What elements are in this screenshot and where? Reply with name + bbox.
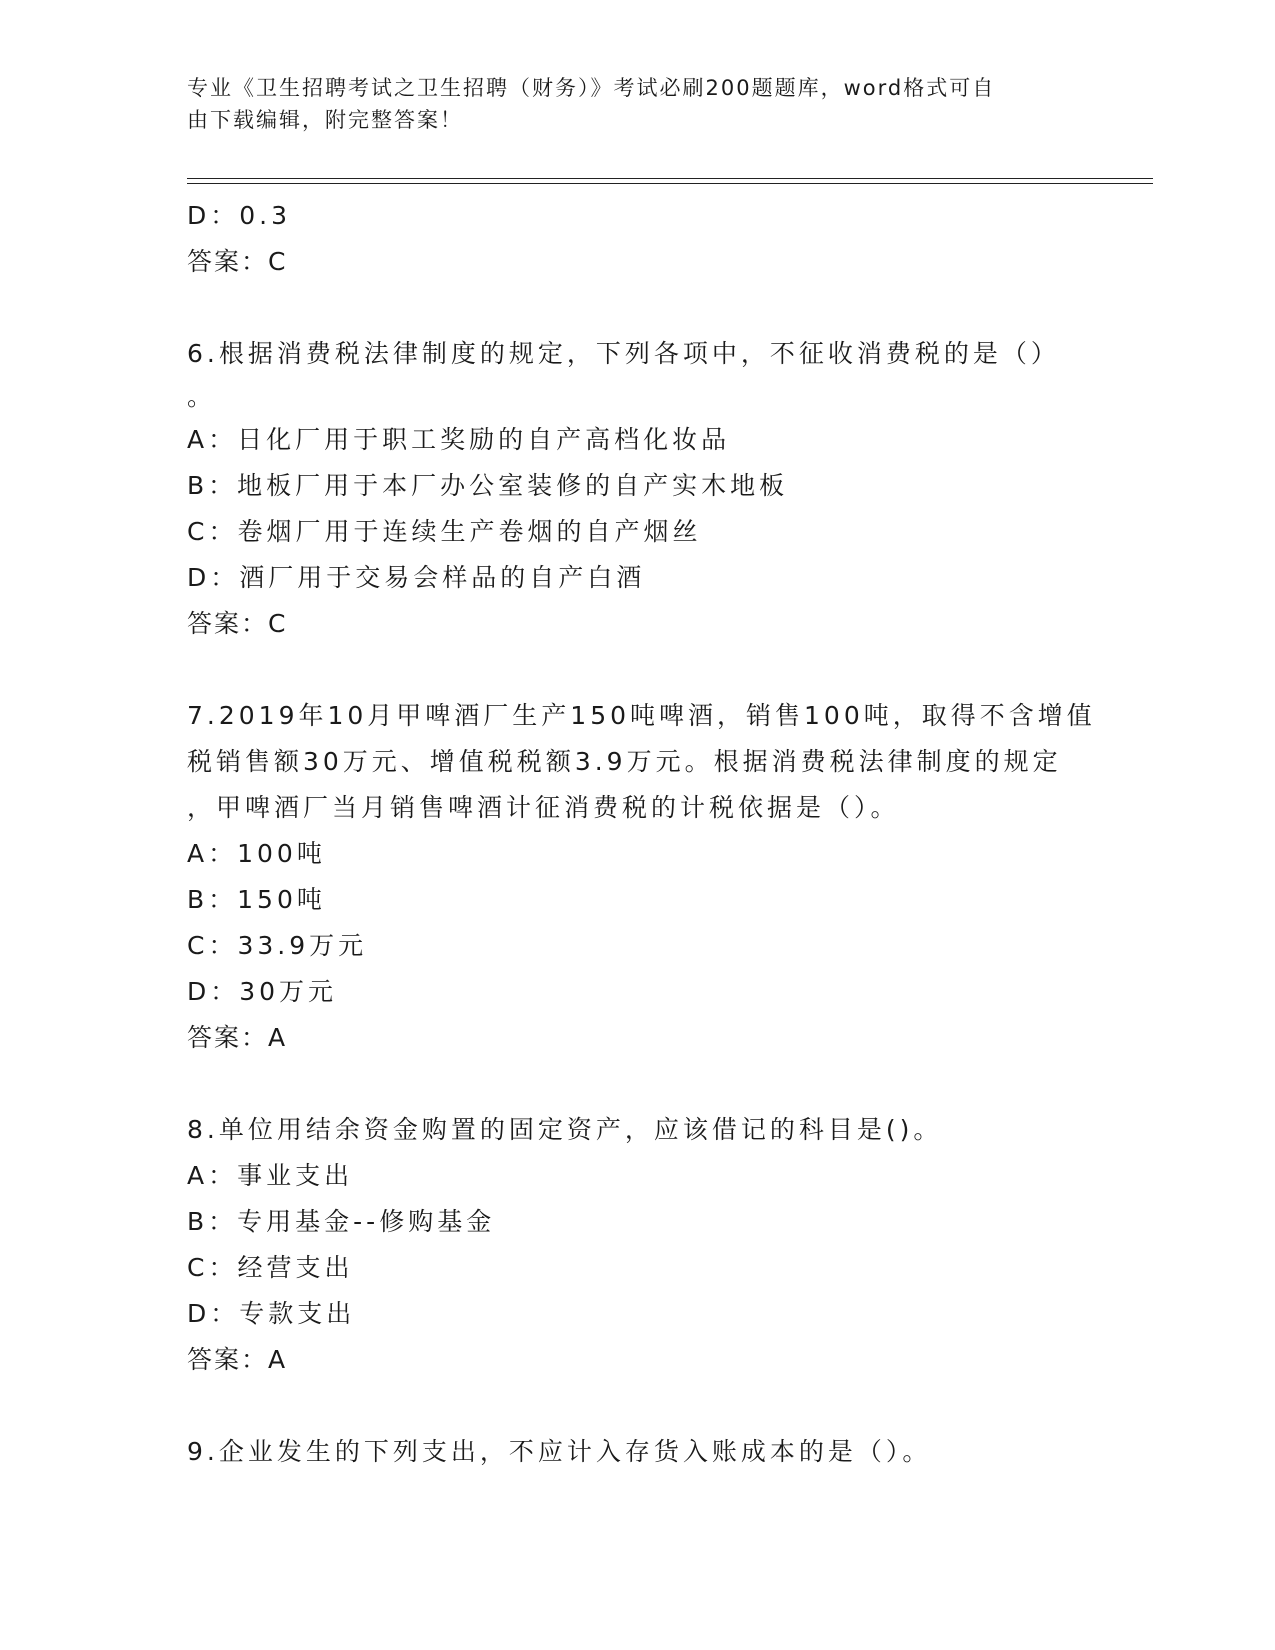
question-6 — [187, 331, 1087, 647]
q5-answer: 答案：C — [187, 247, 288, 276]
q7-option-b: B：150吨 — [187, 885, 326, 914]
question-9 — [187, 1429, 1087, 1475]
q8-option-a: A：事业支出 — [187, 1161, 354, 1190]
header-divider-top — [187, 178, 1153, 179]
q7-stem-line-2: 税销售额30万元、增值税税额3.9万元。根据消费税法律制度的规定 — [187, 747, 1062, 776]
q6-option-d: D：酒厂用于交易会样品的自产白酒 — [187, 563, 646, 592]
document-header — [187, 72, 1087, 136]
q6-option-a: A：日化厂用于职工奖励的自产高档化妆品 — [187, 425, 731, 454]
spacer — [187, 285, 1087, 331]
q6-option-c: C：卷烟厂用于连续生产卷烟的自产烟丝 — [187, 517, 702, 546]
question-8 — [187, 1107, 1087, 1383]
q8-stem-line-1: 8.单位用结余资金购置的固定资产，应该借记的科目是()。 — [187, 1115, 943, 1144]
q8-answer: 答案：A — [187, 1345, 288, 1374]
q6-stem-line-2: 。 — [187, 382, 217, 411]
q7-option-a: A：100吨 — [187, 839, 326, 868]
q8-option-d: D：专款支出 — [187, 1299, 356, 1328]
spacer — [187, 647, 1087, 693]
q7-option-c: C：33.9万元 — [187, 931, 368, 960]
q7-stem-line-3: ，甲啤酒厂当月销售啤酒计征消费税的计税依据是（）。 — [187, 793, 900, 822]
q7-option-d: D：30万元 — [187, 977, 338, 1006]
question-5-tail — [187, 193, 1087, 285]
q6-stem-line-1: 6.根据消费税法律制度的规定，下列各项中，不征收消费税的是（） — [187, 339, 1060, 368]
q6-answer: 答案：C — [187, 609, 288, 638]
q8-option-c: C：经营支出 — [187, 1253, 354, 1282]
q8-option-b: B：专用基金--修购基金 — [187, 1207, 496, 1236]
q7-stem-line-1: 7.2019年10月甲啤酒厂生产150吨啤酒，销售100吨，取得不含增值 — [187, 701, 1096, 730]
spacer — [187, 1061, 1087, 1107]
q5-option-d: D：0.3 — [187, 201, 292, 230]
q7-answer: 答案：A — [187, 1023, 288, 1052]
q9-stem-line-1: 9.企业发生的下列支出，不应计入存货入账成本的是（）。 — [187, 1437, 932, 1466]
header-divider-bottom — [187, 183, 1153, 184]
header-line-1: 专业《卫生招聘考试之卫生招聘（财务）》考试必刷200题题库，word格式可自 — [187, 76, 996, 100]
header-line-2: 由下载编辑，附完整答案！ — [187, 108, 463, 132]
question-list — [187, 193, 1096, 1475]
spacer — [187, 1383, 1087, 1429]
q6-option-b: B：地板厂用于本厂办公室装修的自产实木地板 — [187, 471, 789, 500]
question-7 — [187, 693, 1096, 1061]
